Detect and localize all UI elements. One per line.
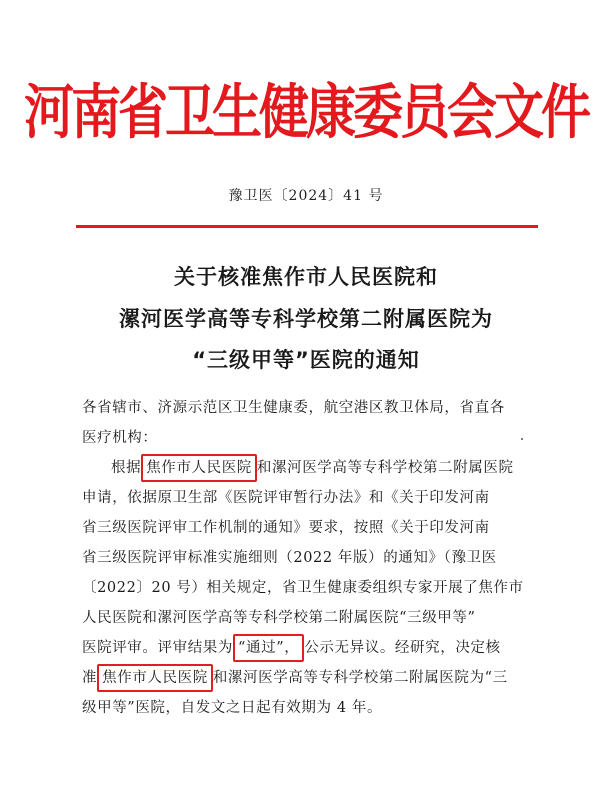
body-line-8-start: 准 (82, 670, 98, 686)
body-line-6: 人民医院和漯河医学高等专科学校第二附属医院“三级甲等” (82, 610, 476, 626)
body-line-7 (82, 637, 501, 659)
body-line-2: 申请，依据原卫生部《医院评审暂行办法》和《关于印发河南 (82, 490, 490, 506)
notice-title-line-2: 漯河医学高等专科学校第二附属医院为 (119, 307, 493, 331)
notice-title-line-1: 关于核准焦作市人民医院和 (174, 265, 438, 289)
body-line-7-end: 公示无异议。经研究，决定核 (304, 640, 501, 656)
body-line-7-start: 医院评审。评审结果为 (82, 640, 233, 656)
body-line-3: 省三级医院评审工作机制的通知》要求，按照《关于印发河南 (82, 520, 490, 536)
body-line-4: 省三级医院评审标准实施细则（2022 年版）的通知》（豫卫医 (82, 550, 497, 566)
highlight-box-hospital-1: 焦作市人民医院 (141, 454, 257, 482)
highlight-box-hospital-2: 焦作市人民医院 (97, 664, 213, 692)
addressee-line-1: 各省辖市、济源示范区卫生健康委，航空港区教卫体局，省直各 (82, 400, 505, 416)
highlight-box-passed: “通过”， (233, 634, 304, 662)
body-line-5: 〔2022〕20 号）相关规定，省卫生健康委组织专家开展了焦作市 (82, 580, 524, 596)
masthead-title: 河南省卫生健康委员会文件 (24, 78, 588, 147)
body-line-9: 级甲等”医院，自发文之日起有效期为 4 年。 (82, 700, 383, 716)
body-line-8-end: 和漯河医学高等专科学校第二附属医院为“三 (212, 670, 508, 686)
addressee-line-2: 医疗机构： (82, 430, 158, 446)
red-separator-line (76, 225, 538, 228)
body-line-1-start: 根据 (111, 460, 142, 476)
body-line-1-end: 和漯河医学高等专科学校第二附属医院 (256, 460, 514, 476)
notice-title-line-3: “三级甲等”医院的通知 (192, 348, 420, 372)
scan-speck (521, 438, 523, 440)
document-number: 豫卫医〔2024〕41 号 (228, 188, 384, 204)
body-line-1 (111, 457, 514, 479)
body-line-8 (82, 667, 508, 689)
